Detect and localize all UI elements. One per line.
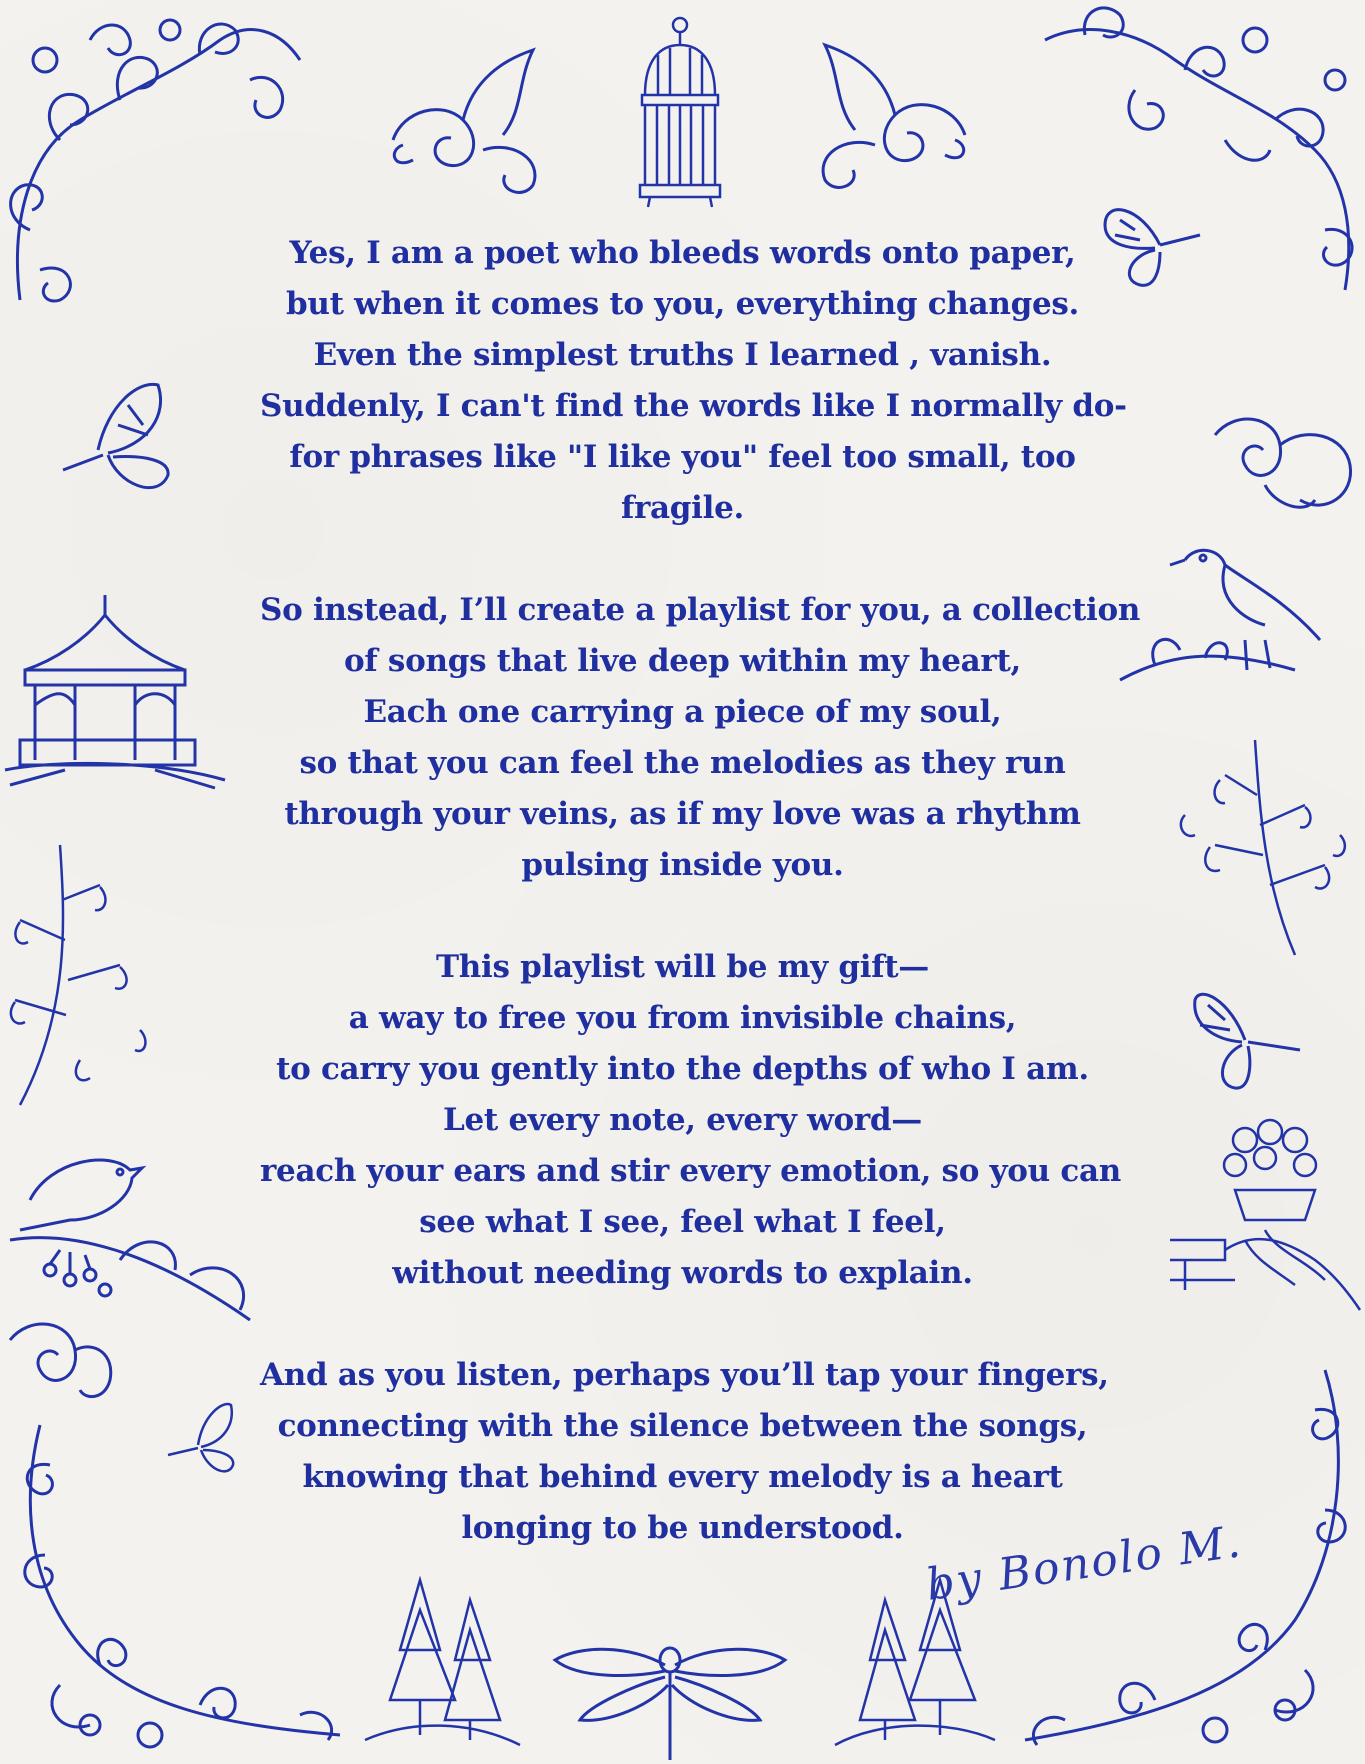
poem-line: So instead, I’ll create a playlist for you, a collection [260, 592, 1141, 628]
author-signature: by Bonolo M. [922, 1516, 1246, 1611]
poem-line: a way to free you from invisible chains, [348, 1000, 1017, 1036]
poem-line: longing to be understood. [461, 1510, 904, 1546]
poem-line: Even the simplest truths I learned , vanish. [313, 337, 1052, 373]
stanza [260, 228, 1127, 534]
butterfly-icon [58, 375, 173, 505]
poem-body [260, 228, 1141, 1554]
stanza [260, 1350, 1109, 1554]
poem-line: connecting with the silence between the songs, [277, 1408, 1088, 1444]
poem-line: Let every note, every word— [443, 1102, 922, 1138]
foxglove-plant-icon [1165, 735, 1355, 960]
poem-line: Each one carrying a piece of my soul, [363, 694, 1002, 730]
floral-scroll-icon [1205, 405, 1360, 520]
dragonfly-icon [550, 1635, 790, 1764]
poem-line: reach your ears and stir every emotion, so you can [260, 1153, 1121, 1189]
butterfly-icon [1100, 200, 1205, 290]
poem-line: Yes, I am a poet who bleeds words onto paper, [289, 235, 1076, 271]
butterfly-icon [1190, 980, 1305, 1095]
poem-line: knowing that behind every melody is a heart [302, 1459, 1063, 1495]
floral-scroll-icon [0, 1310, 120, 1410]
floral-scroll-icon [383, 40, 563, 200]
poem-line: see what I see, feel what I feel, [419, 1204, 946, 1240]
poem-line: Suddenly, I can't find the words like I normally do- [260, 388, 1127, 424]
poem-line: This playlist will be my gift— [435, 949, 929, 985]
poem-line: of songs that live deep within my heart, [344, 643, 1021, 679]
poem-line: for phrases like "I like you" feel too small, too [289, 439, 1076, 475]
poem-line: And as you listen, perhaps you’ll tap your fingers, [260, 1357, 1109, 1393]
stanza [260, 585, 1141, 891]
poem-line: without needing words to explain. [392, 1255, 973, 1291]
poem-line: but when it comes to you, everything changes. [285, 286, 1080, 322]
floral-scroll-icon [795, 35, 975, 200]
tree-icon [360, 1570, 525, 1764]
poem-line: through your veins, as if my love was a rhythm [284, 796, 1081, 832]
poem-line: to carry you gently into the depths of who I am. [276, 1051, 1089, 1087]
poem-line: fragile. [620, 490, 745, 526]
poem-line: so that you can feel the melodies as they run [299, 745, 1066, 781]
birdcage-icon [630, 15, 730, 210]
poem-line: pulsing inside you. [521, 847, 844, 883]
stanza [260, 942, 1121, 1299]
bird-on-branch-icon [1115, 540, 1330, 700]
garden-urn-icon [1165, 1110, 1365, 1315]
gazebo-icon [5, 590, 230, 790]
foxglove-plant-icon [0, 840, 190, 1110]
